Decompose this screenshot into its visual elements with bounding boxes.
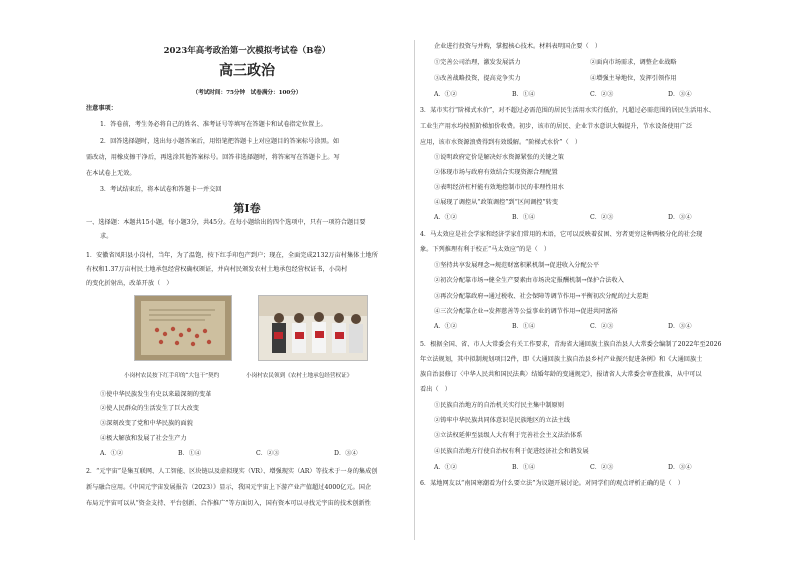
notes-heading: 注意事项： — [86, 105, 117, 112]
contract-photo — [134, 295, 232, 361]
q3-option: ②体现市场与政府有效结合实现资源合理配置 — [434, 169, 558, 176]
q2-answer-b: B．①④ — [512, 91, 536, 98]
q3-answer-a: A．①② — [434, 214, 458, 221]
q3-option: ①说明政府定价是解决好水资源紧张的关键之策 — [434, 154, 564, 161]
contract-image — [135, 296, 231, 360]
q2-stem: 布局元宇宙可以从“资金支持、平台创新、合作推广”等方面切入，国有资本可以寻找元宇宙的技术创新性 — [86, 500, 371, 507]
q3-answer-c: C．②③ — [590, 214, 614, 221]
notes-line: 需改动，用橡皮擦干净后，再选涂其他答案标号。回答非选择题时，将答案写在答题卡上。写 — [86, 154, 340, 161]
q3-answer-d: D．③④ — [668, 214, 692, 221]
q4-option: ①坚持共享发展理念→规范财富积累机制→促进收入分配公平 — [434, 262, 600, 269]
q5-answer-a: A．①② — [434, 464, 458, 471]
exam-info: （考试时间：75分钟 试卷满分：100分） — [192, 90, 302, 96]
q5-option: ③立法权延伸至县级人大有利于完善社会主义法治体系 — [434, 432, 583, 439]
q5-option: ①民族自治地方的自治机关实行民主集中制原则 — [434, 402, 564, 409]
q6-stem: 6．某地网友以“南国寒潮看为什么要立法”为议题开展讨论。对同学们的观点评析正确的是（ ） — [420, 480, 684, 487]
q3-stem: 3．某市实行“阶梯式水价”，对不超过必需范围的居民生活用水实行低价，凡超过必需范围的居民生活用水、 — [420, 107, 715, 114]
q5-option: ④民族自治地方行使自治权有利于促进经济社会和谐发展 — [434, 448, 589, 455]
q5-answer-d: D．③④ — [668, 464, 692, 471]
q1-answer-b: B．①④ — [178, 450, 202, 457]
q4-stem: 4．马太效应是社会学家和经济学家们常用的术语，它可以反映着贫困、穷者更穷这种两极分化的社会现 — [420, 231, 703, 238]
q3-stem: 应用，该市水资源浪费得到有效缓解。“阶梯式水价”（ ） — [420, 139, 582, 146]
notes-line: 在本试卷上无效。 — [86, 170, 136, 177]
q1-option: ②使人民群众的生活发生了巨大改变 — [100, 405, 199, 412]
q2-stem-cont: 企业进行投资与并购，掌握核心技术。材料表明国企要（ ） — [434, 43, 602, 50]
q1-answer-d: D．③④ — [334, 450, 358, 457]
right-column — [420, 0, 744, 562]
q5-stem: 族自治县修订〈中华人民共和国民法典〉结婚年龄的变通规定》，报请省人大常委会审查批准，从中可以 — [420, 371, 702, 378]
q1-answer-c: C．②③ — [256, 450, 280, 457]
q1-stem: 有权和1.37万亩村民土地承包经营权确权颁证，并向村民颁发农村土地承包经营权证书，小岗村 — [86, 266, 348, 273]
q5-option: ②铸牢中华民族共同体意识是民族地区的立法主线 — [434, 417, 571, 424]
q2-option: ④增强主导地位，发挥引领作用 — [590, 75, 677, 82]
q1-option: ①使中华民族发生有史以来最深刻的变革 — [100, 391, 212, 398]
q1-stem: 1．安徽省凤阳县小岗村，当年，为了温饱，按下红手印包产到户；现在，全面完成2132万亩村集体土地所 — [86, 252, 378, 259]
q1-answer-a: A．①② — [100, 450, 124, 457]
q3-answer-b: B．①④ — [512, 214, 536, 221]
q3-stem: 工业生产用水均按照阶梯加价收费。初步，该市的居民、企业节水意识大幅提升，节水设备使用广泛 — [420, 123, 693, 130]
q4-option: ④三次分配靠企业→发挥慈善等公益事业的调节作用→促进共同富裕 — [434, 308, 618, 315]
q2-answer-c: C．②③ — [590, 91, 614, 98]
q2-answer-a: A．①② — [434, 91, 458, 98]
q3-option: ④展现了调控从“政策调控”到“区间调控”转变 — [434, 199, 559, 206]
certificate-photo — [258, 295, 368, 361]
notes-line: 3．考试结束后，将本试卷和答题卡一并交回 — [100, 186, 222, 193]
left-column — [86, 0, 408, 562]
exam-title: 2023年高考政治第一次模拟考试卷（B卷） — [163, 46, 331, 56]
section-intro: 一、选择题：本题共15小题，每小题3分，共45分。在每小题给出的四个选项中，只有一项符合题目要 — [86, 219, 366, 226]
notes-line: 2．回答选择题时，选出每小题答案后，用铅笔把答题卡上对应题目的答案标号涂黑。如 — [100, 138, 340, 145]
q2-answer-d: D．③④ — [668, 91, 692, 98]
q5-stem: 5．根据全国、省、市人大常委会有关工作要求，青海省大通回族土族自治县人大常委会编制了2022年至2026 — [420, 341, 722, 348]
q4-option: ②初次分配靠市场→健全生产要素由市场决定报酬机制→保护合法收入 — [434, 277, 624, 284]
q3-option: ③表明经济杠杆能有效地控制市民的非理性用水 — [434, 184, 564, 191]
q2-stem: 2．“元宇宙”是集互联网、人工智能、区块链以及虚拟现实（VR）、增强现实（AR）等技术于一身的集成创 — [86, 468, 378, 475]
villagers-image — [259, 296, 367, 360]
section-intro: 求。 — [100, 233, 113, 240]
q4-answer-d: D．③④ — [668, 323, 692, 330]
q1-option: ④极大解放和发展了社会生产力 — [100, 435, 187, 442]
q2-stem: 新与融合应用。《中国元宇宙发展报告（2023）》显示，我国元宇宙上下游产业产值超过4000亿元。国企 — [86, 484, 372, 491]
q4-answer-c: C．②③ — [590, 323, 614, 330]
column-divider — [414, 40, 415, 540]
q5-stem: 看出（ ） — [420, 386, 451, 393]
q5-answer-b: B．①④ — [512, 464, 536, 471]
notes-line: 1．答卷前，考生务必将自己的姓名、准考证号等填写在答题卡和试卷指定位置上。 — [100, 121, 327, 128]
q2-option: ②面向市场需求，调整企业战略 — [590, 59, 677, 66]
subject-title: 高三政治 — [219, 63, 275, 79]
contract-caption: 小岗村农民按下红手印的“大包干”契约 — [124, 373, 220, 379]
q4-answer-b: B．①④ — [512, 323, 536, 330]
q1-option: ③深刻改变了党和中华民族的面貌 — [100, 420, 193, 427]
q5-stem: 年立法规划，其中拟制规划项目2件，即《大通回族土族自治县乡村产业振兴促进条例》和《大通回族土 — [420, 356, 703, 363]
q5-answer-c: C．②③ — [590, 464, 614, 471]
q4-answer-a: A．①② — [434, 323, 458, 330]
section-title: 第Ⅰ卷 — [233, 202, 261, 215]
q1-stem: 的变化折射出，改革开放（ ） — [86, 280, 173, 287]
q4-stem: 象。下列推理有利于校正“马太效应”的是（ ） — [420, 246, 551, 253]
q2-option: ①完善公司治理，激发发展活力 — [434, 59, 521, 66]
certificate-caption: 小岗村农民领到《农村土地承包经营权证》 — [246, 373, 353, 379]
q4-option: ③再次分配靠政府→通过税收、社会保障等调节作用→平衡初次分配的过大差距 — [434, 293, 649, 300]
q2-option: ③改善战略投资，提高竞争实力 — [434, 75, 521, 82]
